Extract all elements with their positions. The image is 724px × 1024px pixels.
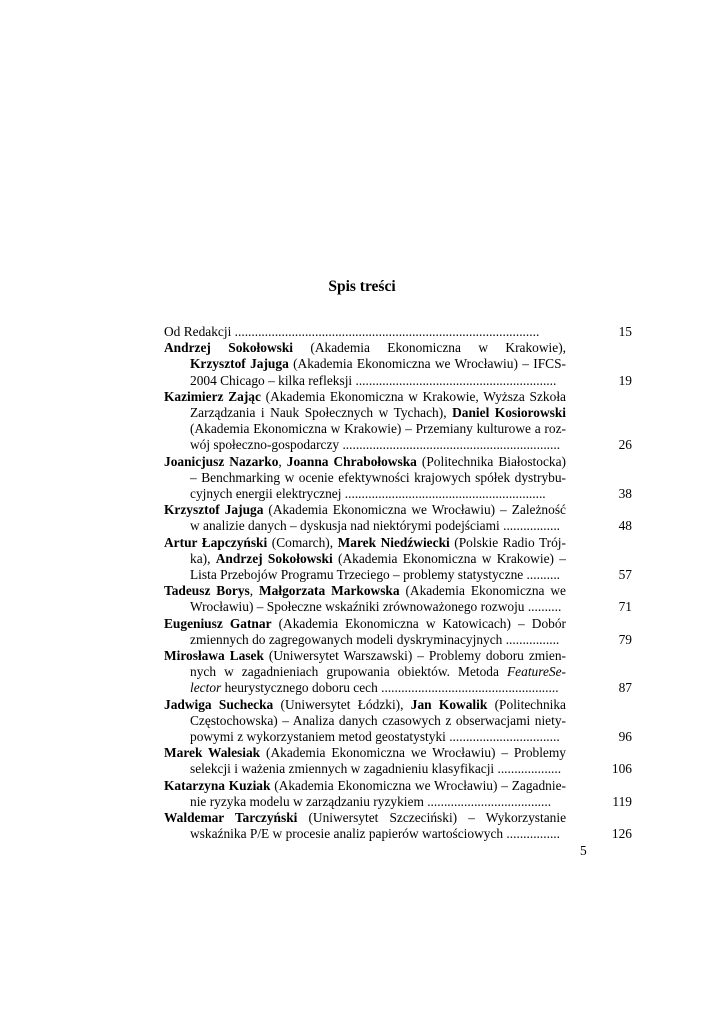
toc-entry-line: wskaźnika P/E w procesie analiz papierów wartościowych ................ [190, 826, 560, 842]
toc-entry-page: 57 [618, 567, 632, 583]
toc-entry [164, 745, 632, 777]
toc-entry-text [164, 648, 566, 697]
toc-entry-line: Joanicjusz Nazarko, Joanna Chrabołowska (Politechnika Białostocka) [164, 453, 566, 469]
toc-entry [164, 616, 632, 648]
toc-entry-line: Eugeniusz Gatnar (Akademia Ekonomiczna w Katowicach) – Dobór [164, 615, 566, 631]
toc-entry-line: Katarzyna Kuziak (Akademia Ekonomiczna we Wrocławiu) – Zagadnie- [164, 777, 566, 793]
toc-entry-page: 96 [618, 729, 632, 745]
table-of-contents [164, 324, 632, 843]
toc-entry-text [164, 389, 566, 454]
toc-entry-line: wój społeczno-gospodarczy ................................................................. [190, 437, 561, 453]
toc-entry-line: w analizie danych – dyskusja nad niektórymi podejściami ................. [190, 518, 561, 534]
toc-entry-page: 87 [618, 680, 632, 696]
toc-entry [164, 583, 632, 615]
toc-entry-page: 26 [618, 437, 632, 453]
toc-entry-line: nych w zagadnieniach grupowania obiektów. Metoda FeatureSe- [190, 664, 566, 680]
toc-entry [164, 454, 632, 503]
toc-entry-line: Częstochowska) – Analiza danych czasowych z obserwacjami niety- [190, 712, 566, 728]
toc-entry [164, 778, 632, 810]
toc-entry [164, 810, 632, 842]
toc-entry-text [164, 535, 566, 584]
toc-entry-line: Krzysztof Jajuga (Akademia Ekonomiczna we Wrocławiu) – Zależność [164, 502, 566, 518]
toc-entry [164, 535, 632, 584]
toc-entry [164, 648, 632, 697]
toc-entry-line: Lista Przebojów Programu Trzeciego – problemy statystyczne .......... [190, 567, 561, 583]
toc-entry-line: Jadwiga Suchecka (Uniwersytet Łódzki), Jan Kowalik (Politechnika [164, 696, 566, 712]
toc-entry-text [164, 340, 566, 389]
toc-entry-line: Kazimierz Zając (Akademia Ekonomiczna w Krakowie, Wyższa Szkoła [164, 388, 566, 404]
toc-entry-line: ka), Andrzej Sokołowski (Akademia Ekonomiczna w Krakowie) – [190, 550, 566, 566]
toc-entry-line: Marek Walesiak (Akademia Ekonomiczna we Wrocławiu) – Problemy [164, 745, 566, 761]
toc-entry-line: Artur Łapczyński (Comarch), Marek Niedźwiecki (Polskie Radio Trój- [164, 534, 566, 550]
toc-entry [164, 697, 632, 746]
toc-entry-line: – Benchmarking w ocenie efektywności krajowych spółek dystrybu- [190, 469, 566, 485]
toc-entry-text [164, 697, 566, 746]
page-number: 5 [580, 843, 587, 858]
toc-entry-line: Wrocławiu) – Społeczne wskaźniki zrównoważonego rozwoju .......... [190, 599, 562, 615]
toc-entry-line: powymi z wykorzystaniem metod geostatystyki ................................. [190, 729, 560, 745]
toc-entry-line: Krzysztof Jajuga (Akademia Ekonomiczna we Wrocławiu) – IFCS- [190, 356, 566, 372]
toc-entry-page: 79 [618, 631, 632, 647]
toc-entry-line: Andrzej Sokołowski (Akademia Ekonomiczna w Krakowie), [164, 340, 567, 356]
toc-entry-line: zmiennych do zagregowanych modeli dyskryminacyjnych ................ [190, 631, 560, 647]
toc-entry-line: Waldemar Tarczyński (Uniwersytet Szczeciński) – Wykorzystanie [164, 810, 567, 826]
toc-entry-line: nie ryzyka modelu w zarządzaniu ryzykiem ..................................... [190, 793, 552, 809]
page-title: Spis treści [328, 278, 396, 295]
toc-entry-text [164, 583, 566, 615]
toc-entry-line: cyjnych energii elektrycznej ............................................................ [190, 486, 546, 502]
toc-entry-line: Zarządzania i Nauk Społecznych w Tychach), Daniel Kosiorowski [190, 405, 566, 421]
toc-entry-line: Od Redakcji ........................................................................................... [164, 324, 540, 339]
toc-entry-page: 126 [611, 826, 632, 842]
toc-entry-page: 38 [618, 486, 632, 502]
toc-entry-text [164, 502, 566, 534]
toc-entry-text [164, 778, 566, 810]
toc-entry-page: 71 [618, 599, 632, 615]
toc-entry [164, 502, 632, 534]
toc-entry-line: lector heurystycznego doboru cech ..................................................... [190, 680, 559, 696]
toc-entry-page: 119 [612, 793, 632, 809]
toc-entry [164, 324, 632, 340]
toc-entry [164, 389, 632, 454]
toc-entry-line: selekcji i ważenia zmiennych w zagadnieniu klasyfikacji ................... [190, 761, 562, 777]
toc-entry-page: 48 [618, 518, 632, 534]
toc-entry-text [164, 745, 566, 777]
toc-entry-line: Mirosława Lasek (Uniwersytet Warszawski) – Problemy doboru zmien- [164, 648, 566, 664]
toc-entry-text [164, 454, 566, 503]
toc-entry-text [164, 616, 566, 648]
toc-entry-page: 19 [618, 372, 632, 388]
toc-entry-text [164, 810, 566, 842]
toc-entry-line: (Akademia Ekonomiczna w Krakowie) – Przemiany kulturowe a roz- [190, 421, 566, 437]
toc-entry-page: 15 [618, 324, 632, 339]
toc-entry-line: Tadeusz Borys, Małgorzata Markowska (Akademia Ekonomiczna we [164, 583, 566, 599]
toc-entry-line: 2004 Chicago – kilka refleksji ............................................................ [190, 372, 557, 388]
toc-entry [164, 340, 632, 389]
toc-entry-page: 106 [611, 761, 632, 777]
toc-entry-text [164, 324, 566, 340]
